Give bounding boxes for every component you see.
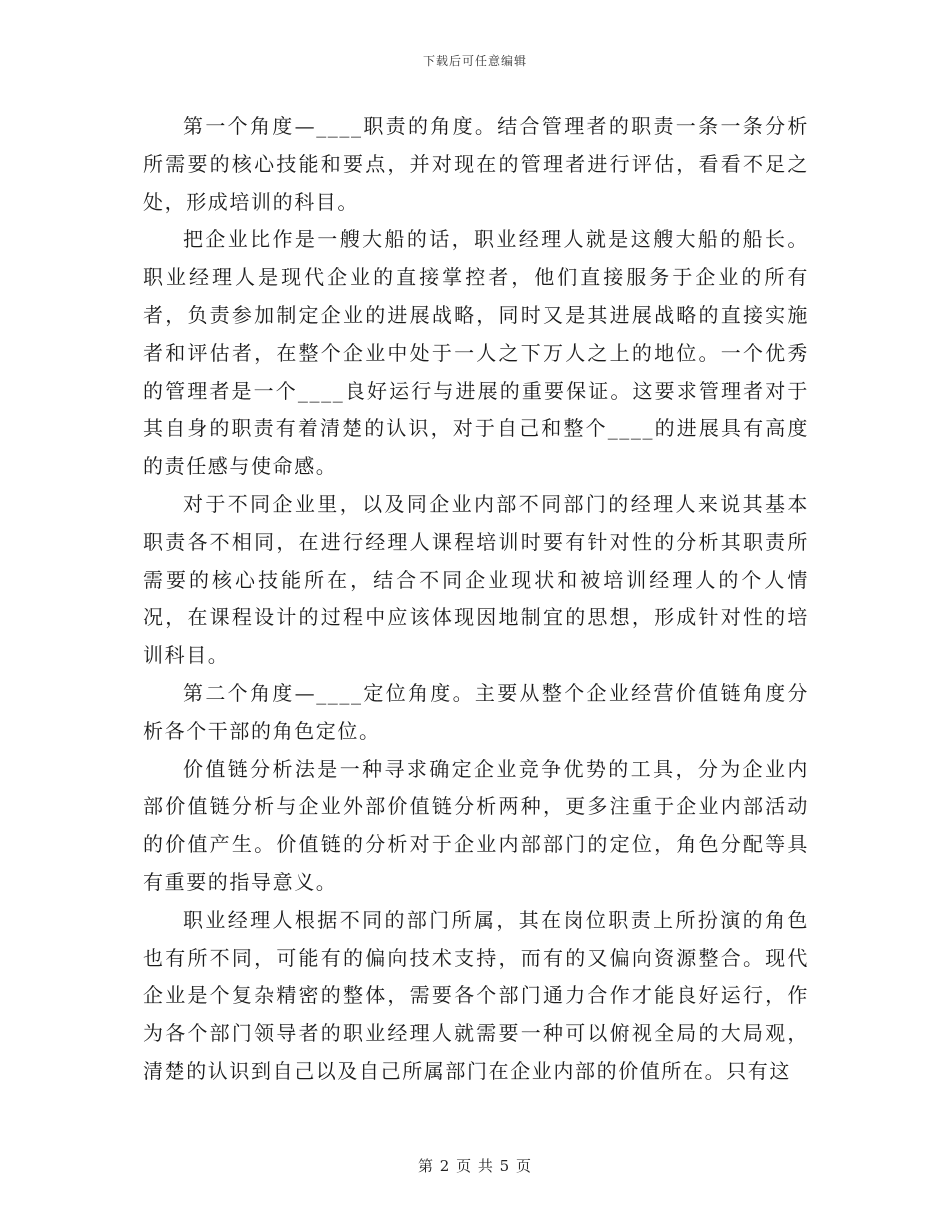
paragraph-5: 价值链分析法是一种寻求确定企业竞争优势的工具，分为企业内部价值链分析与企业外部价值链分析两种，更多注重于企业内部活动的价值产生。价值链的分析对于企业内部部门的定位，角色分配等具有重要的指导意义。 [143, 756, 809, 894]
document-body [143, 108, 809, 1091]
paragraph-3: 对于不同企业里，以及同企业内部不同部门的经理人来说其基本职责各不相同，在进行经理人课程培训时要有针对性的分析其职责所需要的核心技能所在，结合不同企业现状和被培训经理人的个人情况，在课程设计的过程中应该体现因地制宜的思想，形成针对性的培训科目。 [143, 491, 809, 668]
paragraph-1: 第一个角度—____职责的角度。结合管理者的职责一条一条分析所需要的核心技能和要点，并对现在的管理者进行评估，看看不足之处，形成培训的科目。 [143, 114, 809, 214]
paragraph-6: 职业经理人根据不同的部门所属，其在岗位职责上所扮演的角色也有所不同，可能有的偏向技术支持，而有的又偏向资源整合。现代企业是个复杂精密的整体，需要各个部门通力合作才能良好运行，作为各个部门领导者的职业经理人就需要一种可以俯视全局的大局观，清楚的认识到自己以及自己所属部门在企业内部的价值所在。只有这 [143, 907, 809, 1083]
paragraph-2: 把企业比作是一艘大船的话，职业经理人就是这艘大船的船长。职业经理人是现代企业的直接掌控者，他们直接服务于企业的所有者，负责参加制定企业的进展战略，同时又是其进展战略的直接实施者和评估者，在整个企业中处于一人之下万人之上的地位。一个优秀的管理者是一个____良好运行与进展的重要保证。这要求管理者对于其自身的职责有着清楚的认识，对于自己和整个____的进展具有高度的责任感与使命感。 [143, 227, 809, 479]
paragraph-4: 第二个角度—____定位角度。主要从整个企业经营价值链角度分析各个干部的角色定位。 [143, 680, 809, 743]
page-header: 下载后可任意编辑 [422, 54, 527, 68]
page-number: 第 2 页 共 5 页 [418, 1157, 532, 1175]
